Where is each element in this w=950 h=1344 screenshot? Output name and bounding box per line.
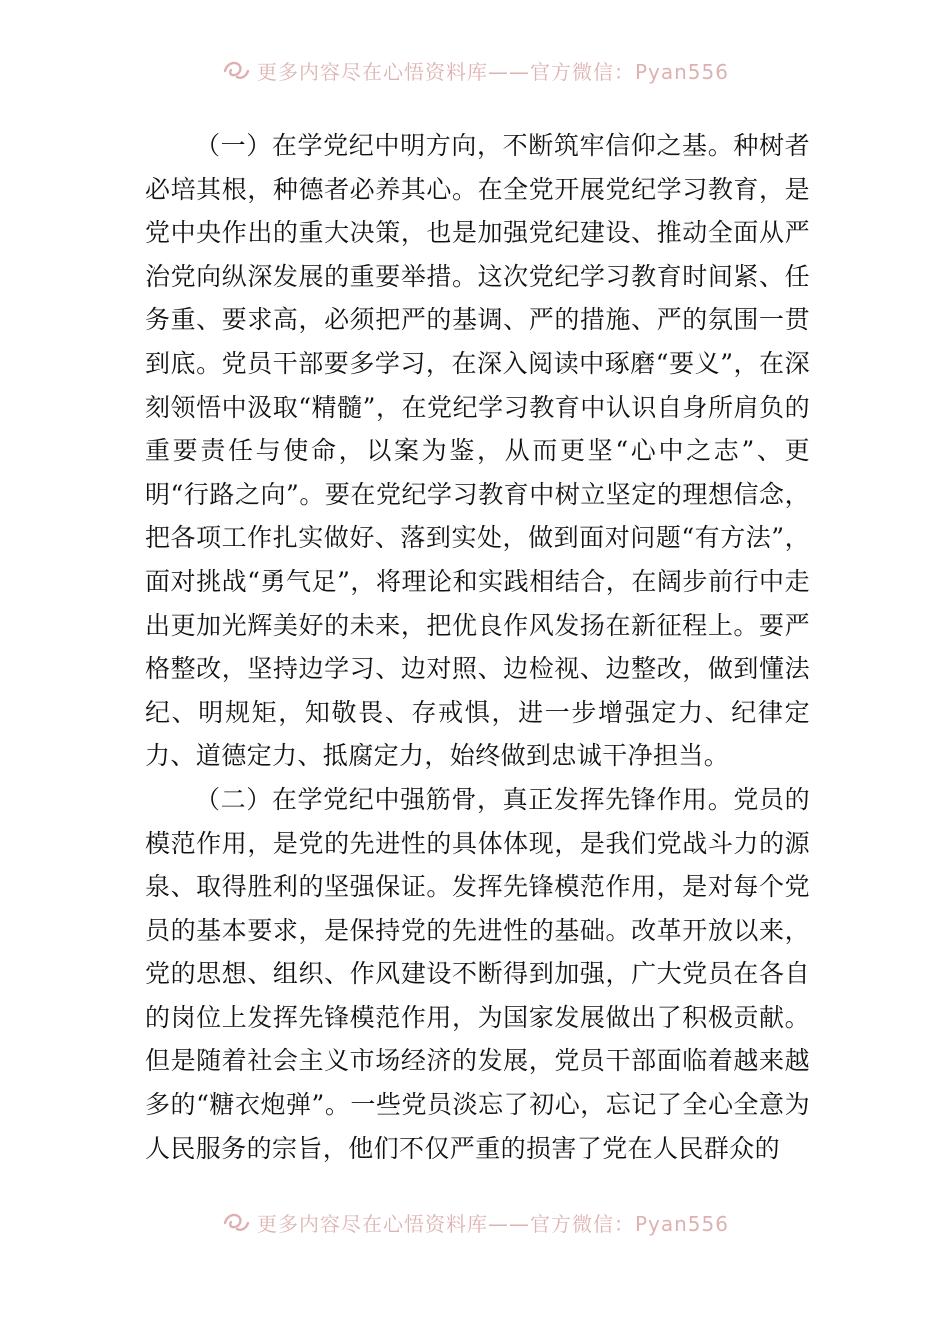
footer-watermark-text: 更多内容尽在心悟资料库——官方微信：Pyan556 bbox=[256, 1211, 729, 1236]
header-watermark-text: 更多内容尽在心悟资料库——官方微信：Pyan556 bbox=[256, 59, 729, 84]
paragraph-1: （一）在学党纪中明方向，不断筑牢信仰之基。种树者必培其根，种德者必养其心。在全党开展党纪学习教育，是党中央作出的重大决策，也是加强党纪建设、推动全面从严治党向纵深发展的重要举措。这次党纪学习教育时间紧、任务重、要求高，必须把严的基调、严的措施、严的氛围一贯到底。党员干部要多学习，在深入阅读中琢磨“要义”，在深刻领悟中汲取“精髓”，在党纪学习教育中认识自身所肩负的重要责任与使命，以案为鉴，从而更坚“心中之志”、更明“行路之向”。要在党纪学习教育中树立坚定的理想信念，把各项工作扎实做好、落到实处，做到面对问题“有方法”，面对挑战“勇气足”，将理论和实践相结合，在阔步前行中走出更加光辉美好的未来，把优良作风发扬在新征程上。要严格整改，坚持边学习、边对照、边检视、边整改，做到懂法纪、明规矩，知敬畏、存戒惧，进一步增强定力、纪律定力、道德定力、抵腐定力，始终做到忠诚干净担当。 bbox=[145, 131, 810, 771]
document-body bbox=[145, 124, 810, 1170]
paragraph-2: （二）在学党纪中强筋骨，真正发挥先锋作用。党员的模范作用，是党的先进性的具体体现，是我们党战斗力的源泉、取得胜利的坚强保证。发挥先锋模范作用，是对每个党员的基本要求，是保持党的先进性的基础。改革开放以来，党的思想、组织、作风建设不断得到加强，广大党员在各自的岗位上发挥先锋模范作用，为国家发展做出了积极贡献。但是随着社会主义市场经济的发展，党员干部面临着越来越多的“糖衣炮弹”。一些党员淡忘了初心，忘记了全心全意为人民服务的宗旨，他们不仅严重的损害了党在人民群众的 bbox=[145, 784, 810, 1163]
watermark-logo-icon bbox=[221, 55, 251, 85]
footer-watermark bbox=[0, 1204, 950, 1240]
header-watermark bbox=[0, 52, 950, 88]
watermark-logo-icon bbox=[221, 1207, 251, 1237]
